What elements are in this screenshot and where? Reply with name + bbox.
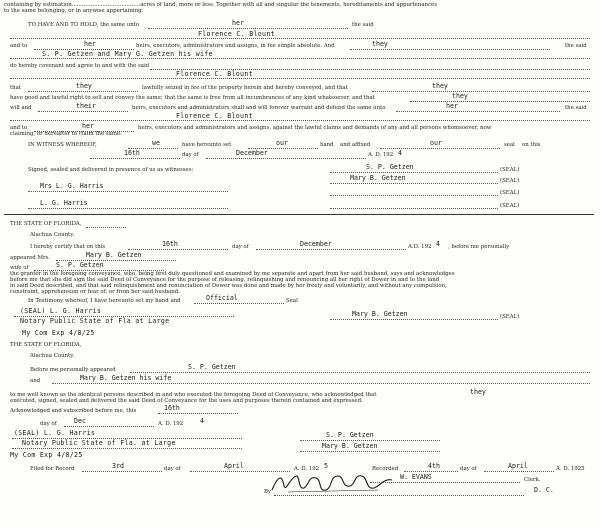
ack1-certify: I hereby certify that on this: [30, 244, 106, 250]
ack1-notary-seal: (SEAL) L. G. Harris: [20, 307, 102, 315]
seal-word: seal: [504, 142, 515, 148]
deed-line-top: containing by estimation........................................acres of land, more or less. Together with all and singular the tenements, hereditaments and appurtenances: [4, 2, 437, 8]
ack1-seal-label: (SEAL): [500, 314, 520, 320]
signed-text: Signed, sealed and delivered in presence of us as witnesses:: [28, 167, 194, 173]
ack1-official: Official: [206, 294, 238, 302]
recorded-month: April: [508, 462, 528, 470]
seal-label-2: (SEAL): [500, 178, 520, 184]
to-have-text: TO HAVE AND TO HOLD, the same unto: [28, 22, 140, 28]
they-3: they: [432, 82, 448, 90]
grantor-signature-2: Mary B. Getzen: [350, 174, 406, 182]
and-to-1: and to: [10, 43, 28, 49]
ack2-subscribed: Acknowledged and subscribed before me, this: [10, 408, 137, 414]
deed-line-top-2: to the same belonging, or in anywise appertaining.: [4, 8, 144, 14]
their-word: their: [76, 102, 96, 110]
ack1-seal-word: Seal: [286, 298, 298, 304]
ack1-day-of: day of: [232, 244, 249, 250]
hand-word: hand: [320, 142, 334, 148]
deed-year: 4: [398, 149, 402, 157]
ack1-body-1: the grantor in the foregoing conveyance, who, being first duly questioned and examined by me separate and apart from her said husband, says and acknowledges: [10, 271, 455, 277]
lawfully-text: lawfully seized in fee of the property herein and hereby conveyed, and that: [142, 85, 348, 91]
her-3: her: [446, 102, 458, 110]
heirs-text-1: heirs, executors, administrators and assigns, in fee simple absolute. And: [136, 43, 335, 49]
will-and-text: will and: [10, 105, 32, 111]
ack2-ad: A. D. 192: [158, 421, 184, 427]
the-said-3: the said: [565, 105, 587, 111]
claiming-text: claiming, or hereafter to claim the same.: [10, 131, 122, 137]
ack2-signature-2: Mary B. Getzen: [322, 442, 378, 450]
clerk-signature: [268, 470, 398, 496]
recorded-day-of: day of: [460, 466, 477, 472]
the-said-1: the said: [352, 22, 374, 28]
ack1-day: 16th: [162, 240, 178, 248]
ack2-day-of: day of: [40, 421, 57, 427]
seal-label-3: (SEAL): [500, 190, 520, 196]
seal-label-1: (SEAL): [500, 167, 520, 173]
ack1-appeared: appeared Mrs.: [10, 255, 51, 261]
have-good-text: have good and lawful right to sell and convey the same; that the same is free from all incumbrances of any kind whatsoever, and that: [10, 95, 375, 101]
ack1-wife-of: wife of: [10, 265, 29, 271]
witness-signature-1: Mrs L. G. Harris: [40, 182, 104, 190]
grantor-signature-1: S. P. Getzen: [366, 163, 414, 171]
deed-day: 16th: [124, 149, 140, 157]
they-2: they: [76, 82, 92, 90]
ack1-county: Alachua County.: [30, 232, 75, 238]
our-1: our: [276, 139, 288, 147]
deed-month: December: [236, 149, 268, 157]
recorded-day: 4th: [428, 462, 440, 470]
heirs-text-2: heirs, executors and administrators shall and will forever warrant and defend the same unto: [132, 105, 386, 111]
her-2: her: [84, 40, 96, 48]
ack2-name-1: S. P. Getzen: [188, 363, 236, 371]
ack1-name: Mary B. Getzen: [86, 251, 142, 259]
that-1: that: [10, 85, 22, 91]
deed-ad: A. D. 192: [368, 152, 394, 158]
grantee-name-2: Florence C. Blount: [176, 70, 253, 78]
grantee-name-3: Florence C. Blount: [176, 112, 253, 120]
deputy-clerk-label: D. C.: [534, 486, 554, 494]
witness-signature-2: L. G. Harris: [40, 199, 88, 207]
recorded-ad: A. D. 1925: [556, 466, 585, 472]
by-label: By: [264, 489, 272, 495]
ack2-body-1: to me well known as the identical persons described in and who executed the foregoing Deed of Conveyance, who acknowledged that: [10, 392, 377, 398]
filed-day: 3rd: [112, 462, 124, 470]
ack2-name-2: Mary B. Getzen his wife: [80, 374, 172, 382]
they-4: they: [452, 92, 468, 100]
ack2-year: 4: [200, 417, 204, 425]
filed-day-of: day of: [164, 466, 181, 472]
filed-month: April: [224, 462, 244, 470]
ack1-body-4: constraint, apprehension or fear of, or from her said husband.: [10, 289, 180, 295]
clerk-name: W. EVANS: [400, 473, 432, 481]
ack1-state: THE STATE OF FLORIDA,: [10, 221, 82, 227]
our-2: our: [430, 139, 442, 147]
ack2-month: Dec: [74, 417, 86, 425]
grantee-name-1: Florence C. Blount: [198, 30, 275, 38]
we-word: we: [152, 139, 160, 147]
ack2-county: Alachua County.: [30, 353, 75, 359]
ack1-month: December: [300, 240, 332, 248]
deed-day-of: day of: [182, 152, 199, 158]
ack1-husband: S. P. Getzen: [56, 261, 104, 269]
her-4: her: [82, 122, 94, 130]
ack2-before: Before me personally appeared: [30, 367, 116, 373]
filed-for-record: Filed for Record: [30, 466, 75, 472]
have-hereunto: have hereunto set: [182, 142, 232, 148]
ack1-body-3: in said Deed described, and that said relinquishment and renunciation of Dower was done and made by her freely and voluntarily, and without any compulsion,: [10, 283, 447, 289]
on-this: on this: [522, 142, 541, 148]
grantors-names: S. P. Getzen and Mary G. Getzen his wife: [42, 50, 213, 58]
her-1: her: [232, 19, 244, 27]
ack2-notary-title: Notary Public State of Fla. at Large: [22, 439, 176, 447]
ack1-before: , before me personally: [448, 244, 510, 250]
ack2-signature-1: S. P. Getzen: [326, 431, 374, 439]
ack2-notary-seal: (SEAL) L. G. Harris: [14, 429, 96, 437]
filed-year: 5: [324, 462, 328, 470]
ack1-signer: Mary B. Getzen: [352, 310, 408, 318]
ack2-commission: My Com Exp 4/8/25: [10, 451, 83, 459]
filed-ad: A. D. 192: [294, 466, 320, 472]
ack1-body-2: before me that she did sign the said Deed of Conveyance for the purpose of releasing, relinquishing and renouncing all her right of Dower in and to the land: [10, 277, 440, 283]
ack2-and: and: [30, 378, 41, 384]
heirs-text-3: heirs, executors and administrators and assigns, against the lawful claims and demands of any and all persons whomsoever, now: [138, 125, 492, 131]
covenant-text: do hereby covenant and agree to and with the said: [10, 63, 150, 69]
ack2-state: THE STATE OF FLORIDA,: [10, 342, 82, 348]
ack1-ad: A.D. 192: [408, 244, 432, 250]
ack1-commission: My Com Exp 4/8/25: [22, 329, 95, 337]
clerk-label: Clerk.: [524, 477, 541, 483]
and-to-2: and to: [10, 125, 28, 131]
ack2-they: they: [470, 388, 486, 396]
and-affixed: and affixed: [340, 142, 371, 148]
they-1: they: [372, 40, 388, 48]
ack2-day: 16th: [164, 404, 180, 412]
the-said-2: the said: [565, 43, 587, 49]
ack1-year: 4: [436, 240, 440, 248]
ack1-notary-title: Notary Public State of Fla at Large: [20, 317, 170, 325]
seal-label-4: (SEAL): [500, 203, 520, 209]
ack2-body-2: executed, signed, sealed and delivered the said Deed of Conveyance for the uses and purposes therein contained and expressed.: [10, 398, 363, 404]
ack1-testimony: In Testimony whereof, I have hereunto set my hand and: [28, 298, 181, 304]
witness-whereof: IN WITNESS WHEREOF,: [28, 142, 97, 148]
recorded-label: Recorded: [372, 466, 399, 472]
